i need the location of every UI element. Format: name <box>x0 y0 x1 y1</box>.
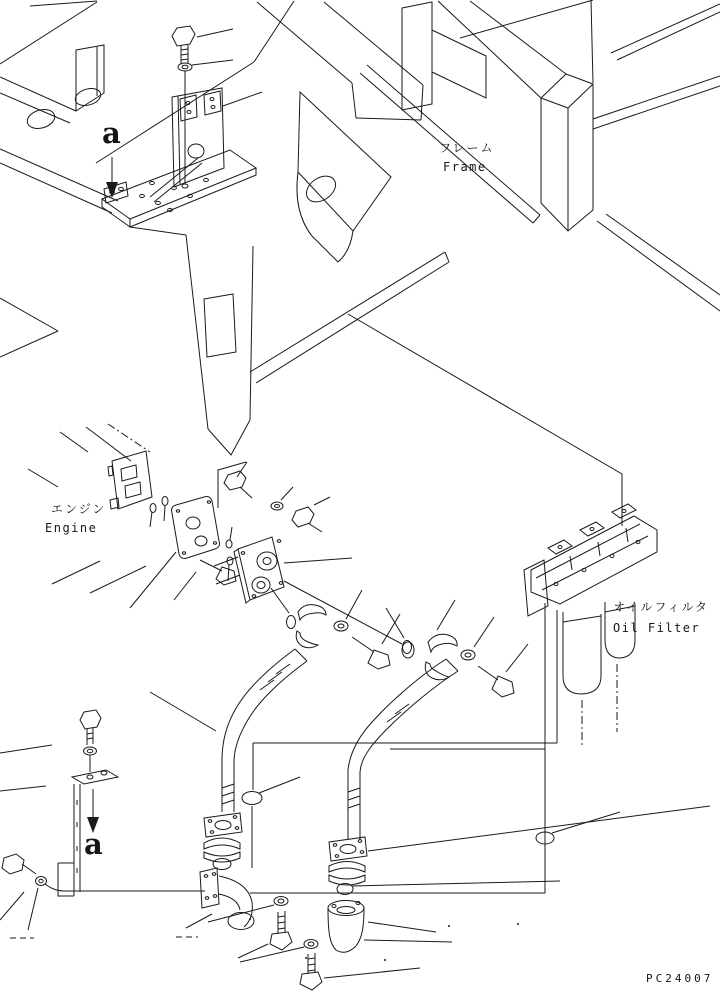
view-marker-a-top: a <box>102 116 121 150</box>
mounting-bracket <box>102 88 262 227</box>
oil-filter-label-jp: オイルフィルタ <box>613 600 709 614</box>
lower-bracket-assembly <box>0 710 205 930</box>
pump-adapter-assembly <box>130 462 414 658</box>
leader-lines <box>10 314 622 961</box>
mid-elbow-fittings <box>271 588 326 648</box>
drawing-number: PC24007 <box>646 972 714 985</box>
engine-label-jp: エンジン <box>51 502 107 516</box>
frame-label-jp: フレーム <box>439 141 495 155</box>
frame-label-en: Frame <box>443 160 487 174</box>
view-marker-a-bottom: a <box>84 827 103 861</box>
frame-structure <box>0 0 720 455</box>
left-pipe-assembly <box>150 590 400 958</box>
oil-filter-label-en: Oil Filter <box>613 621 701 635</box>
engine-label-en: Engine <box>45 521 98 535</box>
view-arrow-a-top <box>106 157 118 198</box>
right-pipe-assembly <box>240 600 710 990</box>
